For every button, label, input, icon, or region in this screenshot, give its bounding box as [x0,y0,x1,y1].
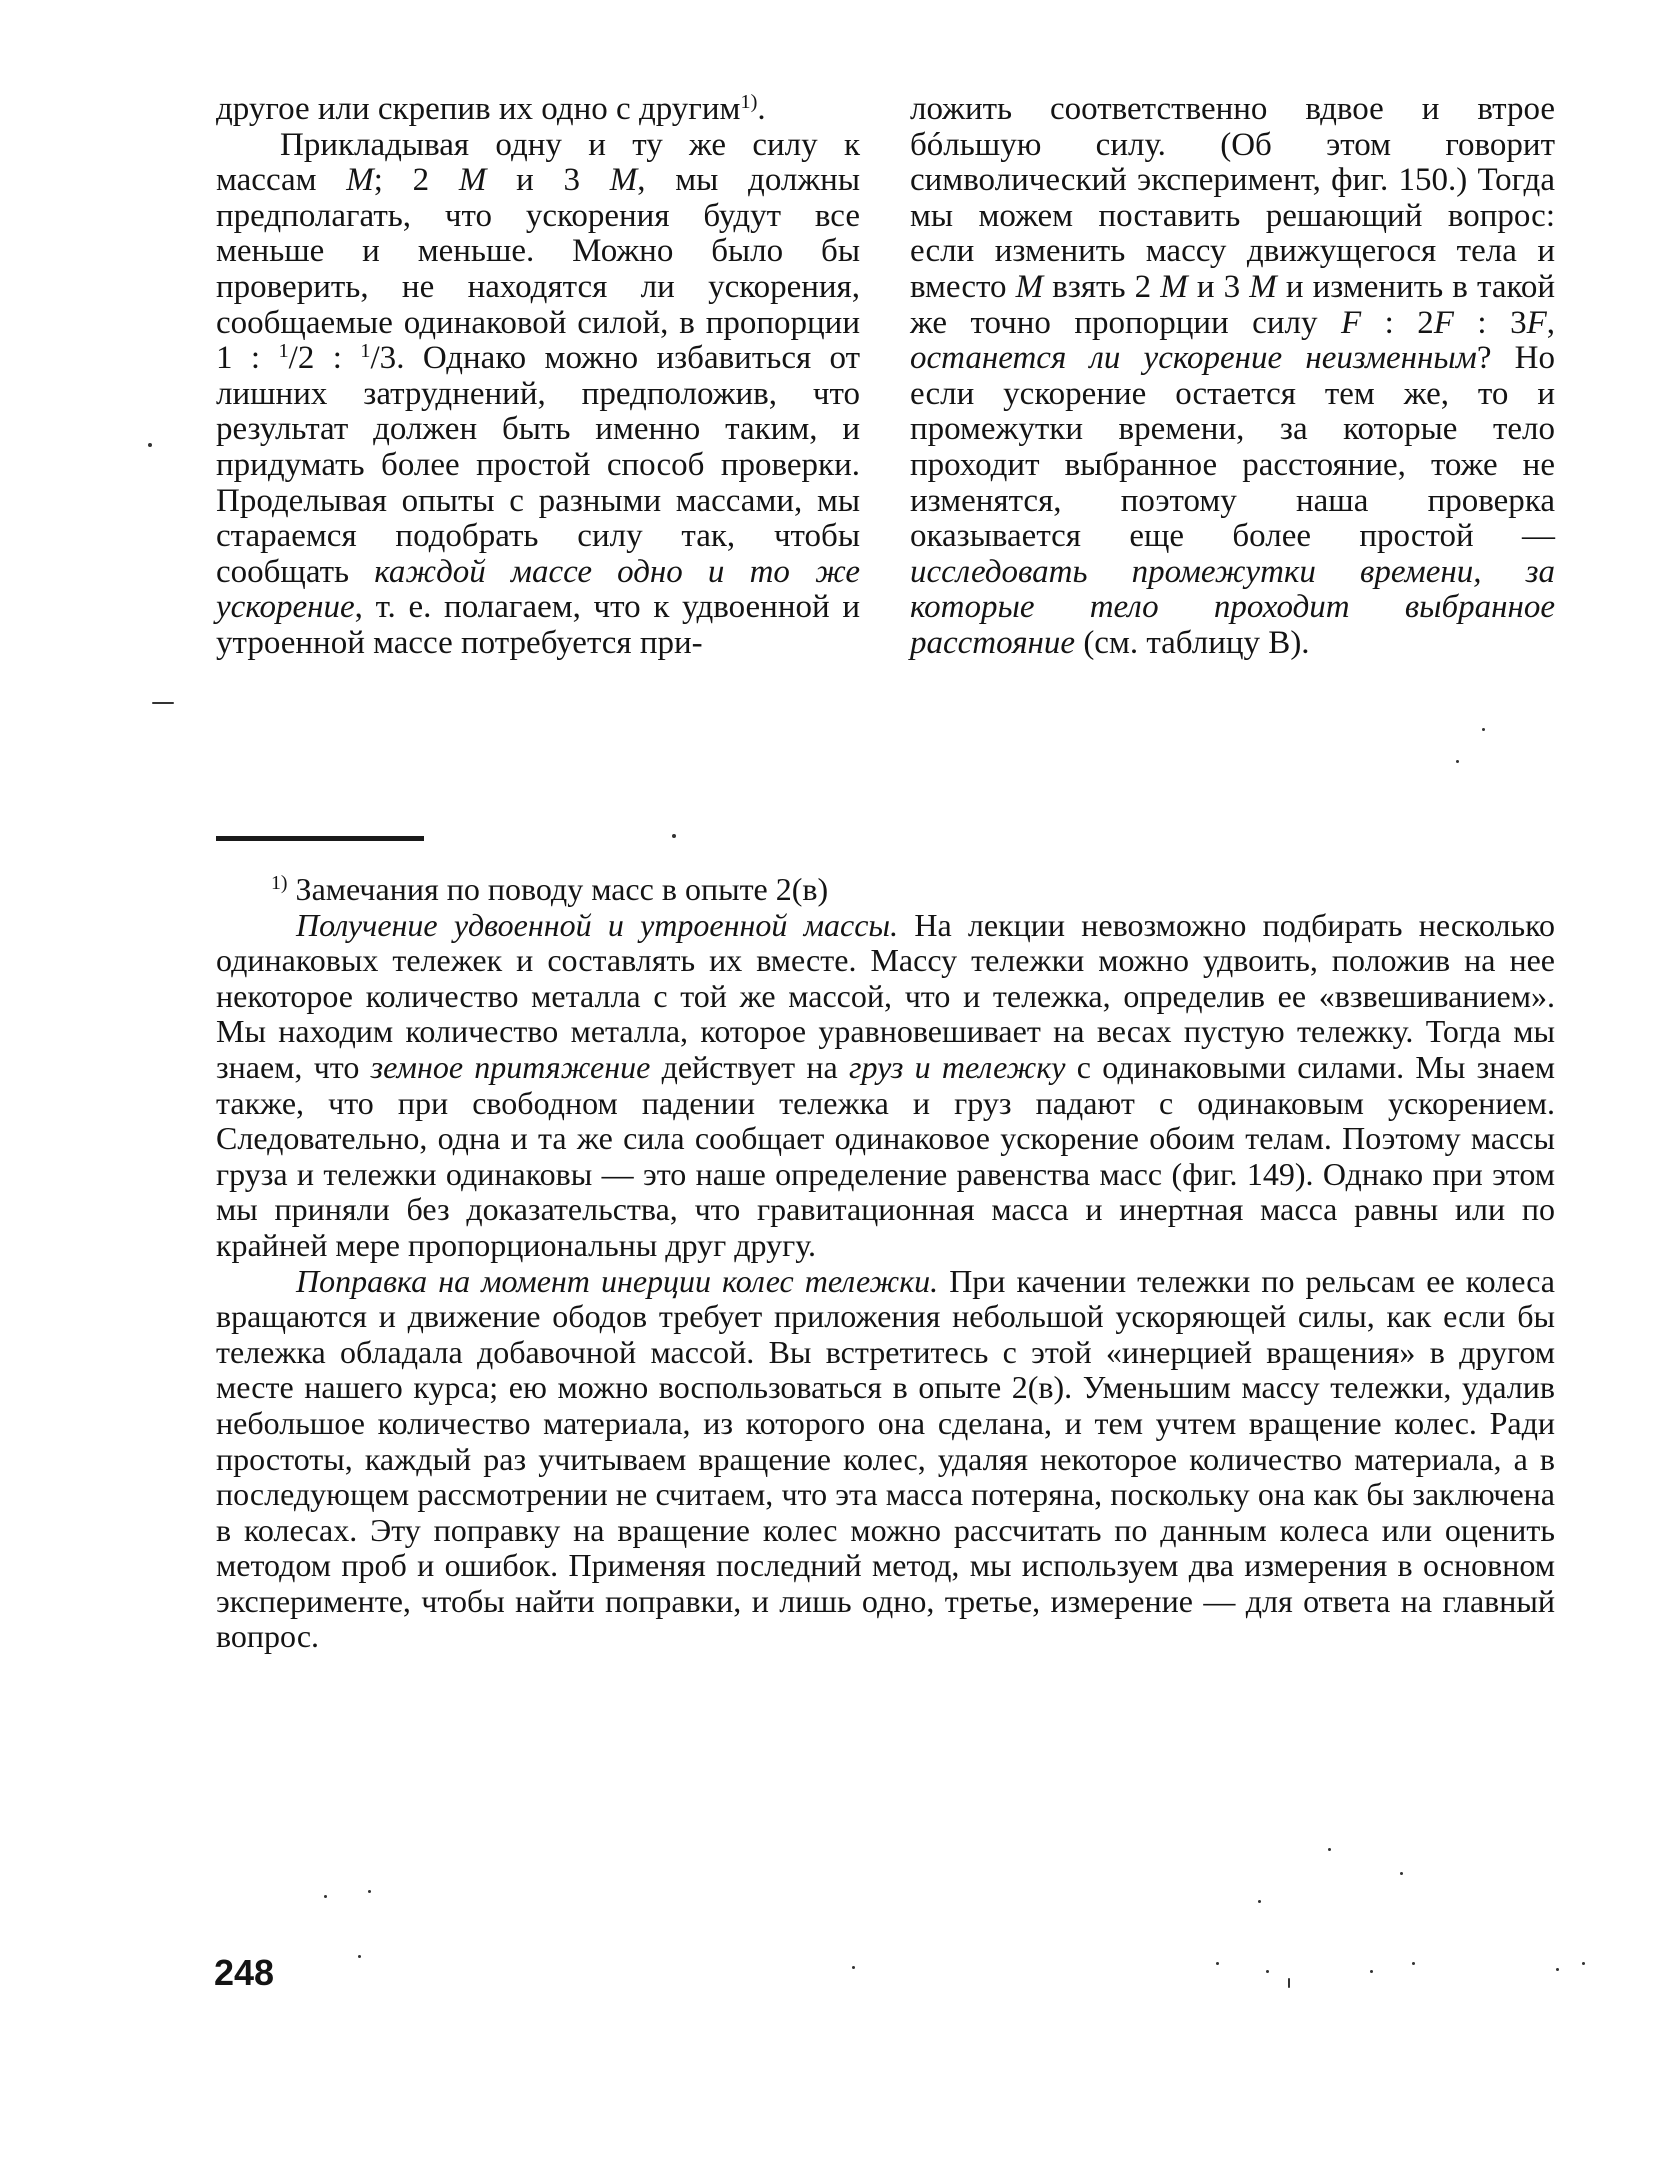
scan-speck [1258,1900,1261,1903]
footnote-subheading-mass: Получение удвоенной и утроенной массы. [296,906,899,943]
fraction-third-denominator: /3 [370,340,397,377]
footnote-separator [216,836,424,841]
fraction-half-denominator: /2 [288,340,315,377]
footnote-subheading-wheels: Поправка на момент инерции колес тележки. [296,1262,939,1299]
scan-speck [1556,1968,1559,1971]
fraction-third-numerator: 1 [360,339,371,362]
right-column [910,92,1555,662]
scan-speck [152,702,174,704]
footnote-marker: 1) [271,872,288,895]
page-number: 248 [214,1952,275,1993]
scan-speck [1370,1970,1373,1973]
left-paragraph-1: другое или скрепив их одно с другим$^{1)}$. [216,90,766,127]
footnote-reference[interactable]: 1) [740,90,758,113]
scan-speck [672,834,676,838]
footnote [216,872,1555,1655]
emphasis-same-acceleration: каждой массе одно и то же ускорение [216,553,860,626]
scan-speck [1216,1962,1219,1965]
scan-speck [1266,1970,1269,1973]
scan-speck [1412,1962,1415,1965]
scan-speck [1582,1962,1585,1965]
scan-speck [368,1890,371,1893]
emphasis-time-intervals: исследовать промежутки времени, за которые тело проходит выбранное расстояние [910,553,1555,661]
scan-speck [358,1955,361,1958]
scan-speck [852,1966,855,1969]
left-paragraph-2: Прикладывая одну и ту же силу к массам M; 2 M и 3 M, мы должны предполагать, что ускорения будут все меньше и меньше. Можно было бы проверить, не находятся ли ускорения, сообщаемые одинаковой силой, в пропорции 1 : $^1$/2 : $^1$/3. Однако можно избавиться от лишних затруднений, предположив, что результат должен быть именно таким, и придумать более простой способ проверки. Проделывая опыты с разными массами, мы стараемся подобрать силу так, чтобы сообщать каждой массе одно и то же ускорение, т. е. полагаем, что к удвоенной и утроенной массе потребуется при- [216,126,861,661]
scan-speck [148,443,152,447]
footnote-paragraph-1: Получение удвоенной и утроенной массы. На лекции невозможно подбирать несколько одинаковых тележек и составлять их вместе. Массу тележки можно удвоить, положив на нее некоторое количество металла с той же массой, что и тележка, определив ее «взвешиванием». Мы находим количество металла, которое уравновешивает на весах пустую тележку. Тогда мы знаем, что земное притяжение действует на груз и тележку с одинаковыми силами. Мы знаем также, что при свободном падении тележка и груз падают с одинаковым ускорением. Следовательно, одна и та же сила сообщает одинаковое ускорение обоим телам. Поэтому массы груза и тележки одинаковы — это наше определение равенства масс (фиг. 149). Однако при этом мы приняли без доказательства, что гравитационная масса и инертная масса равны или по крайней мере пропорциональны друг другу. [216,906,1556,1263]
scan-speck [1456,760,1459,763]
scan-speck [1288,1978,1290,1988]
scan-speck [1400,1872,1403,1875]
left-column [216,92,860,662]
footnote-heading: $^{1)}$ Замечания по поводу масс в опыте 2(в) [271,871,829,907]
right-paragraph-1: ложить соответственно вдвое и втрое бóльшую силу. (Об этом говорит символический эксперимент, фиг. 150.) Тогда мы можем поставить решающий вопрос: если изменить массу движущегося тела и вместо M взять 2 M и 3 M и изменить в такой же точно пропорции силу F : 2F : 3F, останется ли ускорение неизменным? Но если ускорение остается тем же, то и промежутки времени, за которые тело проходит выбранное расстояние, тоже не изменятся, поэтому наша проверка оказывается еще более простой — исследовать промежутки времени, за которые тело проходит выбранное расстояние (см. таблицу В). [910,91,1556,661]
footnote-paragraph-2: Поправка на момент инерции колес тележки. При качении тележки по рельсам ее колеса вращаются и движение ободов требует приложения небольшой ускоряющей силы, как если бы тележка обладала добавочной массой. Вы встретитесь с этой «инерцией вращения» в другом месте нашего курса; ею можно воспользоваться в опыте 2(в). Уменьшим массу тележки, удалив небольшое количество материала, из которого она сделана, и тем учтем вращение колес. Ради простоты, каждый раз учитываем вращение колес, удаляя некоторое количество материала, а в последующем рассмотрении не считаем, что эта масса потеряна, поскольку она как бы заключена в колесах. Эту поправку на вращение колес можно рассчитать по данным колеса или оценить методом проб и ошибок. Применяя последний метод, мы используем два измерения в основном эксперименте, чтобы найти поправки, и лишь одно, третье, измерение — для ответа на главный вопрос. [216,1262,1556,1655]
scan-speck [324,1895,327,1898]
scan-speck [1328,1848,1331,1851]
emphasis-key-question: останется ли ускорение неизменным [910,340,1477,377]
scan-speck [1482,728,1485,731]
fraction-half-numerator: 1 [278,339,289,362]
